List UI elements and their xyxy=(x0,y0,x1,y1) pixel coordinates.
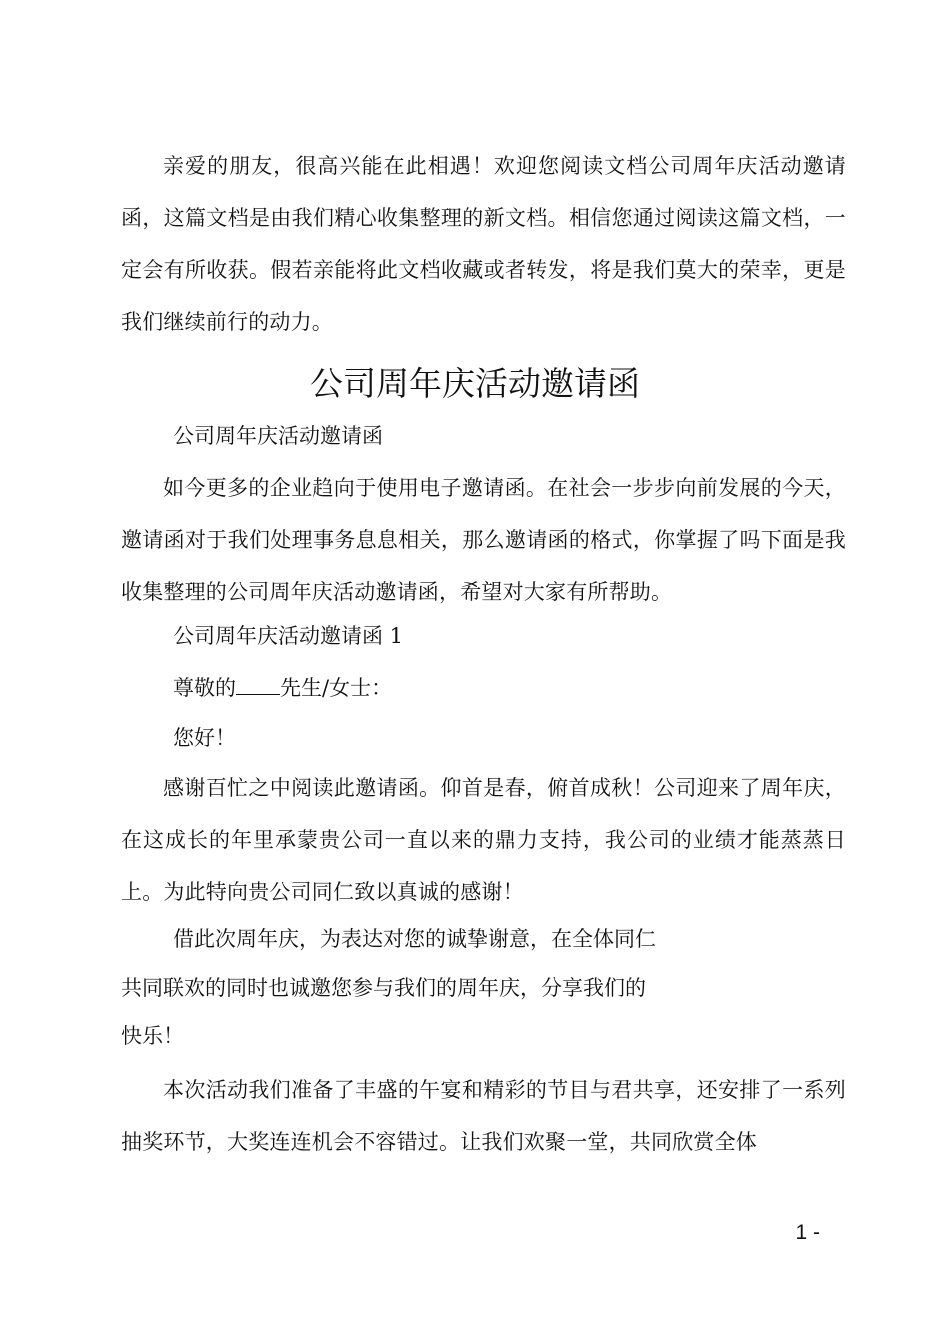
salutation-prefix: 尊敬的 xyxy=(173,676,236,700)
greeting: 您好！ xyxy=(173,726,236,750)
section-heading: 公司周年庆活动邀请函 1 xyxy=(173,624,404,648)
event-paragraph: 本次活动我们准备了丰盛的午宴和精彩的节目与君共享，还安排了一系列抽奖环节，大奖连连机会不容错过。让我们欢聚一堂，共同欣赏全体 xyxy=(121,1078,846,1154)
name-blank xyxy=(236,676,280,695)
invite-line-1: 借此次周年庆，为表达对您的诚挚谢意，在全体同仁 xyxy=(173,927,656,951)
document-title: 公司周年庆活动邀请函 xyxy=(310,364,640,403)
salutation xyxy=(173,662,392,714)
page-number: 1 - xyxy=(795,1221,820,1244)
thanks-paragraph: 感谢百忙之中阅读此邀请函。仰首是春，俯首成秋！公司迎来了周年庆，在这成长的年里承蒙贵公司一直以来的鼎力支持，我公司的业绩才能蒸蒸日上。为此特向贵公司同仁致以真诚的感谢！ xyxy=(121,776,846,904)
intro-body-paragraph: 如今更多的企业趋向于使用电子邀请函。在社会一步步向前发展的今天，邀请函对于我们处理事务息息相关，那么邀请函的格式，你掌握了吗下面是我收集整理的公司周年庆活动邀请函，希望对大家有所帮助。 xyxy=(121,476,846,604)
subtitle: 公司周年庆活动邀请函 xyxy=(173,424,383,448)
invite-line-2: 共同联欢的同时也诚邀您参与我们的周年庆，分享我们的 xyxy=(121,976,646,1000)
invite-line-3: 快乐！ xyxy=(121,1024,184,1048)
salutation-suffix: 先生/女士： xyxy=(280,676,393,700)
intro-paragraph: 亲爱的朋友，很高兴能在此相遇！欢迎您阅读文档公司周年庆活动邀请函，这篇文档是由我们精心收集整理的新文档。相信您通过阅读这篇文档，一定会有所收获。假若亲能将此文档收藏或者转发，将是我们莫大的荣幸，更是我们继续前行的动力。 xyxy=(121,154,846,334)
